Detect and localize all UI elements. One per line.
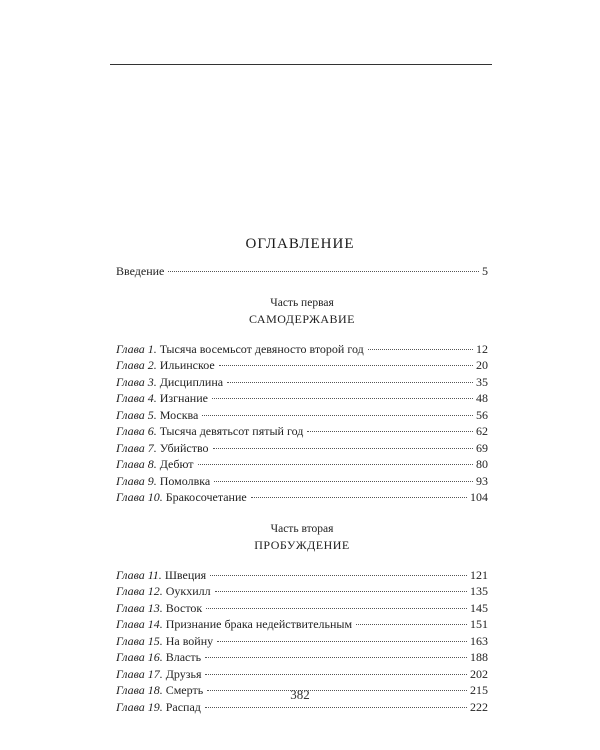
entry-page: 145	[470, 600, 488, 615]
dot-leader	[356, 624, 467, 625]
entry-page: 215	[470, 683, 488, 697]
part-header	[116, 296, 488, 327]
chapter-prefix: Глава 2.	[116, 358, 157, 372]
toc-entry[interactable]	[116, 489, 488, 506]
part-name: ПРОБУЖДЕНИЕ	[254, 537, 350, 552]
part-label: Часть вторая	[270, 522, 334, 535]
entry-label	[116, 456, 194, 473]
entry-page: 20	[476, 358, 488, 372]
part-name: САМОДЕРЖАВИЕ	[249, 311, 355, 326]
chapter-prefix: Глава 9.	[116, 473, 157, 488]
chapter-title: Швеция	[164, 567, 207, 582]
entry-page: 48	[476, 391, 488, 405]
dot-leader	[198, 464, 473, 465]
dot-leader	[251, 497, 467, 498]
chapter-prefix: Глава 17.	[116, 666, 163, 681]
dot-leader	[212, 398, 473, 399]
chapter-prefix: Глава 13.	[116, 600, 163, 615]
chapter-title: Оукхилл	[165, 584, 211, 598]
chapter-title: Бракосочетание	[165, 490, 247, 504]
toc-entry[interactable]	[116, 616, 488, 633]
chapter-prefix: Глава 6.	[116, 424, 157, 438]
chapter-title: Власть	[165, 650, 202, 664]
entry-page: 12	[476, 341, 488, 356]
entry-title: Введение	[116, 264, 165, 278]
chapter-prefix: Глава 1.	[116, 341, 157, 356]
dot-leader	[215, 591, 467, 592]
chapter-title: Тысяча восемьсот девяносто второй год	[159, 341, 364, 356]
chapter-title: Москва	[159, 407, 199, 422]
entry-label	[116, 407, 198, 424]
toc-entry[interactable]	[116, 423, 488, 440]
chapter-prefix: Глава 14.	[116, 617, 163, 631]
toc-heading: ОГЛАВЛЕНИЕ	[245, 236, 355, 252]
entry-label	[116, 567, 206, 584]
entry-label	[116, 633, 213, 650]
entry-label	[116, 489, 247, 506]
entry-page: 56	[476, 407, 488, 422]
chapter-prefix: Глава 12.	[116, 584, 163, 598]
dot-leader	[213, 448, 473, 449]
entry-page: 151	[470, 617, 488, 631]
dot-leader	[368, 349, 473, 350]
entry-label	[116, 390, 208, 407]
entry-page: 5	[482, 264, 488, 278]
entry-page: 104	[470, 490, 488, 504]
chapter-prefix: Глава 19.	[116, 699, 163, 714]
toc-entry[interactable]	[116, 407, 488, 424]
toc-entry[interactable]	[116, 473, 488, 490]
chapter-title: Распад	[165, 699, 201, 714]
chapter-prefix: Глава 16.	[116, 650, 163, 664]
chapter-prefix: Глава 8.	[116, 457, 157, 471]
dot-leader	[307, 431, 473, 432]
toc-parts	[116, 296, 488, 716]
entry-label	[116, 374, 223, 391]
toc-entry[interactable]	[116, 374, 488, 391]
entry-page: 93	[476, 473, 488, 488]
dot-leader	[168, 271, 479, 272]
chapter-prefix: Глава 15.	[116, 633, 163, 648]
entry-page: 135	[470, 584, 488, 598]
toc-entry[interactable]	[116, 357, 488, 374]
toc-entry[interactable]	[116, 649, 488, 666]
entry-label	[116, 600, 202, 617]
chapter-prefix: Глава 3.	[116, 374, 157, 389]
entry-page: 202	[470, 666, 488, 681]
dot-leader	[219, 365, 473, 366]
header-rule	[110, 64, 492, 65]
entry-label	[116, 341, 364, 358]
entry-page: 80	[476, 457, 488, 471]
part-label: Часть первая	[270, 296, 334, 309]
dot-leader	[202, 415, 473, 416]
table-of-contents	[116, 263, 488, 715]
dot-leader	[217, 641, 467, 642]
toc-entry-intro[interactable]	[116, 263, 488, 280]
toc-entry[interactable]	[116, 341, 488, 358]
part-header	[116, 522, 488, 553]
toc-entry[interactable]	[116, 456, 488, 473]
dot-leader	[205, 674, 467, 675]
chapter-title: Признание брака недействительным	[165, 617, 353, 631]
entry-label	[116, 583, 211, 600]
chapter-prefix: Глава 18.	[116, 683, 163, 697]
entry-page: 188	[470, 650, 488, 664]
entry-page: 222	[470, 699, 488, 714]
chapter-prefix: Глава 11.	[116, 567, 162, 582]
dot-leader	[210, 575, 467, 576]
toc-entry[interactable]	[116, 583, 488, 600]
entry-label	[116, 440, 209, 457]
entry-label	[116, 423, 303, 440]
chapter-title: Дисциплина	[159, 374, 224, 389]
chapter-prefix: Глава 4.	[116, 391, 157, 405]
dot-leader	[205, 707, 467, 708]
entry-label	[116, 473, 210, 490]
toc-entry[interactable]	[116, 440, 488, 457]
entry-page: 69	[476, 440, 488, 455]
entry-page: 35	[476, 374, 488, 389]
toc-entry[interactable]	[116, 666, 488, 683]
dot-leader	[227, 382, 473, 383]
chapter-title: Смерть	[165, 683, 204, 697]
toc-entry[interactable]	[116, 633, 488, 650]
chapter-title: Убийство	[159, 440, 209, 455]
chapter-title: Друзья	[165, 666, 202, 681]
entry-label	[116, 357, 215, 374]
entry-label	[116, 616, 352, 633]
chapter-title: Помолвка	[159, 473, 211, 488]
entry-label	[116, 649, 201, 666]
entry-page: 121	[470, 567, 488, 582]
entry-label	[116, 666, 201, 683]
toc-entry[interactable]	[116, 600, 488, 617]
chapter-title: Дебют	[159, 457, 194, 471]
dot-leader	[205, 657, 467, 658]
chapter-title: Изгнание	[159, 391, 208, 405]
chapter-prefix: Глава 10.	[116, 490, 163, 504]
toc-entry[interactable]	[116, 567, 488, 584]
chapter-prefix: Глава 7.	[116, 440, 157, 455]
dot-leader	[206, 608, 467, 609]
entry-page: 163	[470, 633, 488, 648]
entry-page: 62	[476, 424, 488, 438]
page-number: 382	[290, 687, 310, 702]
toc-entry[interactable]	[116, 390, 488, 407]
chapter-prefix: Глава 5.	[116, 407, 157, 422]
chapter-title: Восток	[165, 600, 203, 615]
dot-leader	[214, 481, 473, 482]
chapter-title: Тысяча девятьсот пятый год	[159, 424, 304, 438]
chapter-title: На войну	[165, 633, 214, 648]
chapter-title: Ильинское	[159, 358, 215, 372]
